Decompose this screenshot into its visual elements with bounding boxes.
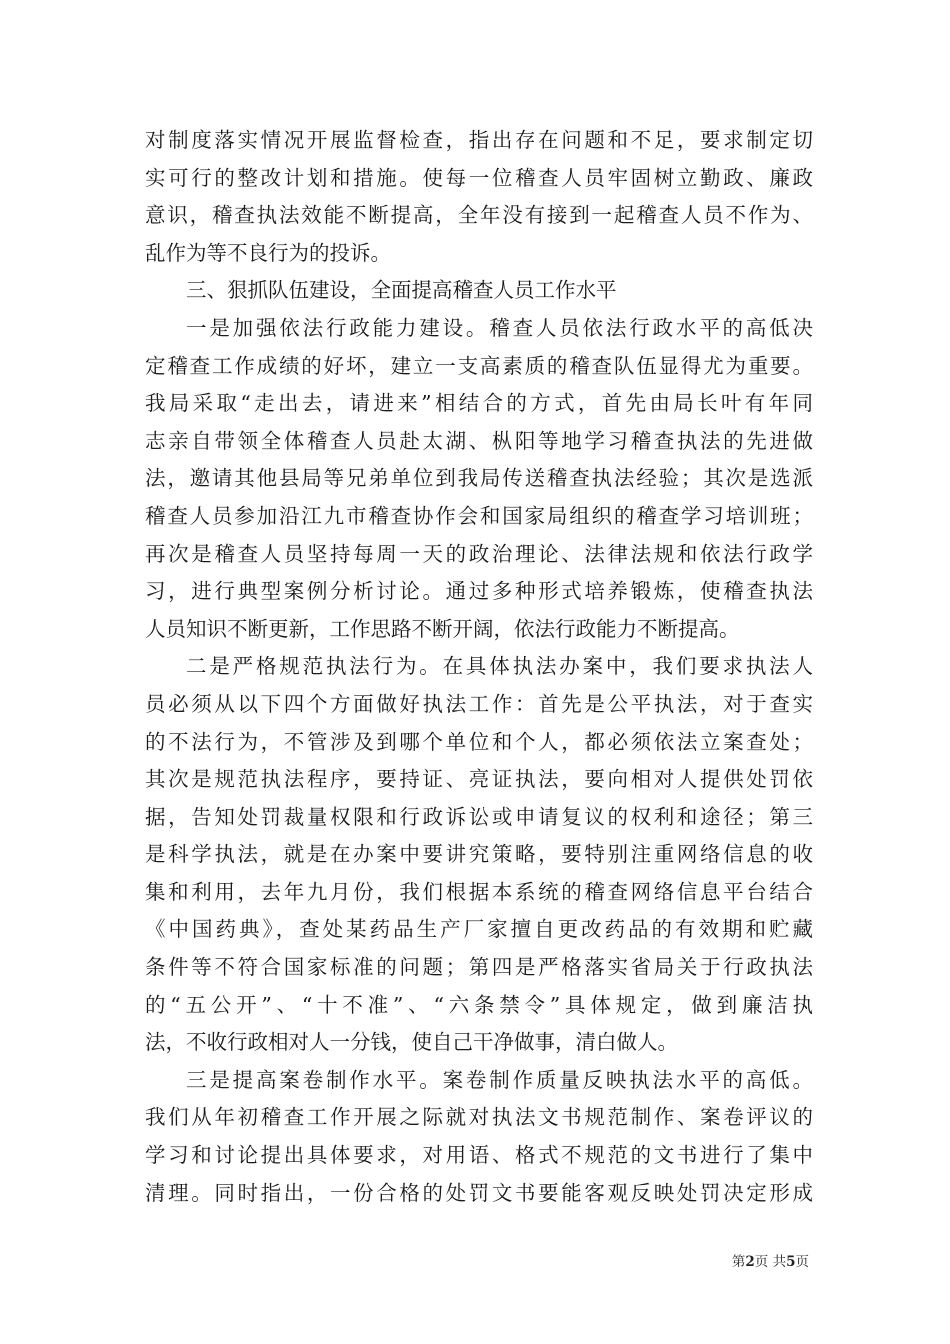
- document-body: [145, 122, 813, 1212]
- text-line: 是科学执法，就是在办案中要讲究策略，要特别注重网络信息的收: [145, 842, 813, 867]
- footer-prefix: 第: [731, 1254, 746, 1270]
- current-page-number: 2: [745, 1254, 755, 1270]
- page-footer: [732, 1250, 809, 1270]
- text-line: 习，进行典型案例分析讨论。通过多种形式培养锻炼，使稽查执法: [145, 579, 813, 604]
- text-line: 条件等不符合国家标准的问题；第四是严格落实省局关于行政执法: [145, 955, 813, 980]
- text-line: 的“五公开”、“十不准”、“六条禁令”具体规定，做到廉洁执: [145, 992, 813, 1017]
- text-line: 法，邀请其他县局等兄弟单位到我局传送稽查执法经验；其次是选派: [145, 466, 813, 491]
- text-line: 我局采取“走出去，请进来”相结合的方式，首先由局长叶有年同: [145, 391, 813, 416]
- text-line: 三是提高案卷制作水平。案卷制作质量反映执法水平的高低。: [186, 1067, 813, 1092]
- total-pages-number: 5: [786, 1254, 796, 1270]
- text-line: 员必须从以下四个方面做好执法工作：首先是公平执法，对于查实: [145, 691, 813, 716]
- text-line: 一是加强依法行政能力建设。稽查人员依法行政水平的高低决: [186, 315, 813, 340]
- text-line: 三、狠抓队伍建设，全面提高稽查人员工作水平: [186, 278, 617, 303]
- text-line: 乱作为等不良行为的投诉。: [145, 240, 391, 265]
- text-line: 集和利用，去年九月份，我们根据本系统的稽查网络信息平台结合: [145, 879, 813, 904]
- text-line: 其次是规范执法程序，要持证、亮证执法，要向相对人提供处罚依: [145, 767, 813, 792]
- text-line: 据，告知处罚裁量权限和行政诉讼或申请复议的权利和途径；第三: [145, 804, 813, 829]
- text-line: 二是严格规范执法行为。在具体执法办案中，我们要求执法人: [186, 654, 813, 679]
- footer-suffix: 页: [795, 1254, 809, 1270]
- text-line: 学习和讨论提出具体要求，对用语、格式不规范的文书进行了集中: [145, 1143, 813, 1168]
- text-line: 定稽查工作成绩的好坏，建立一支高素质的稽查队伍显得尤为重要。: [145, 353, 813, 378]
- text-line: 《中国药典》，查处某药品生产厂家擅自更改药品的有效期和贮藏: [145, 917, 813, 942]
- text-line: 志亲自带领全体稽查人员赴太湖、枞阳等地学习稽查执法的先进做: [145, 428, 813, 453]
- text-line: 对制度落实情况开展监督检查，指出存在问题和不足，要求制定切: [145, 128, 813, 152]
- footer-middle: 页 共: [754, 1254, 787, 1270]
- text-line: 我们从年初稽查工作开展之际就对执法文书规范制作、案卷评议的: [145, 1105, 813, 1130]
- text-line: 再次是稽查人员坚持每周一天的政治理论、法律法规和依法行政学: [145, 541, 813, 566]
- text-line: 法，不收行政相对人一分钱，使自己干净做事，清白做人。: [145, 1030, 678, 1055]
- text-line: 稽查人员参加沿江九市稽查协作会和国家局组织的稽查学习培训班；: [145, 503, 813, 528]
- text-line: 人员知识不断更新，工作思路不断开阔，依法行政能力不断提高。: [145, 616, 740, 641]
- text-line: 清理。同时指出，一份合格的处罚文书要能客观反映处罚决定形成: [145, 1180, 813, 1205]
- text-line: 实可行的整改计划和措施。使每一位稽查人员牢固树立勤政、廉政: [145, 165, 813, 190]
- text-line: 的不法行为，不管涉及到哪个单位和个人，都必须依法立案查处；: [145, 729, 813, 754]
- text-line: 意识，稽查执法效能不断提高，全年没有接到一起稽查人员不作为、: [145, 203, 813, 228]
